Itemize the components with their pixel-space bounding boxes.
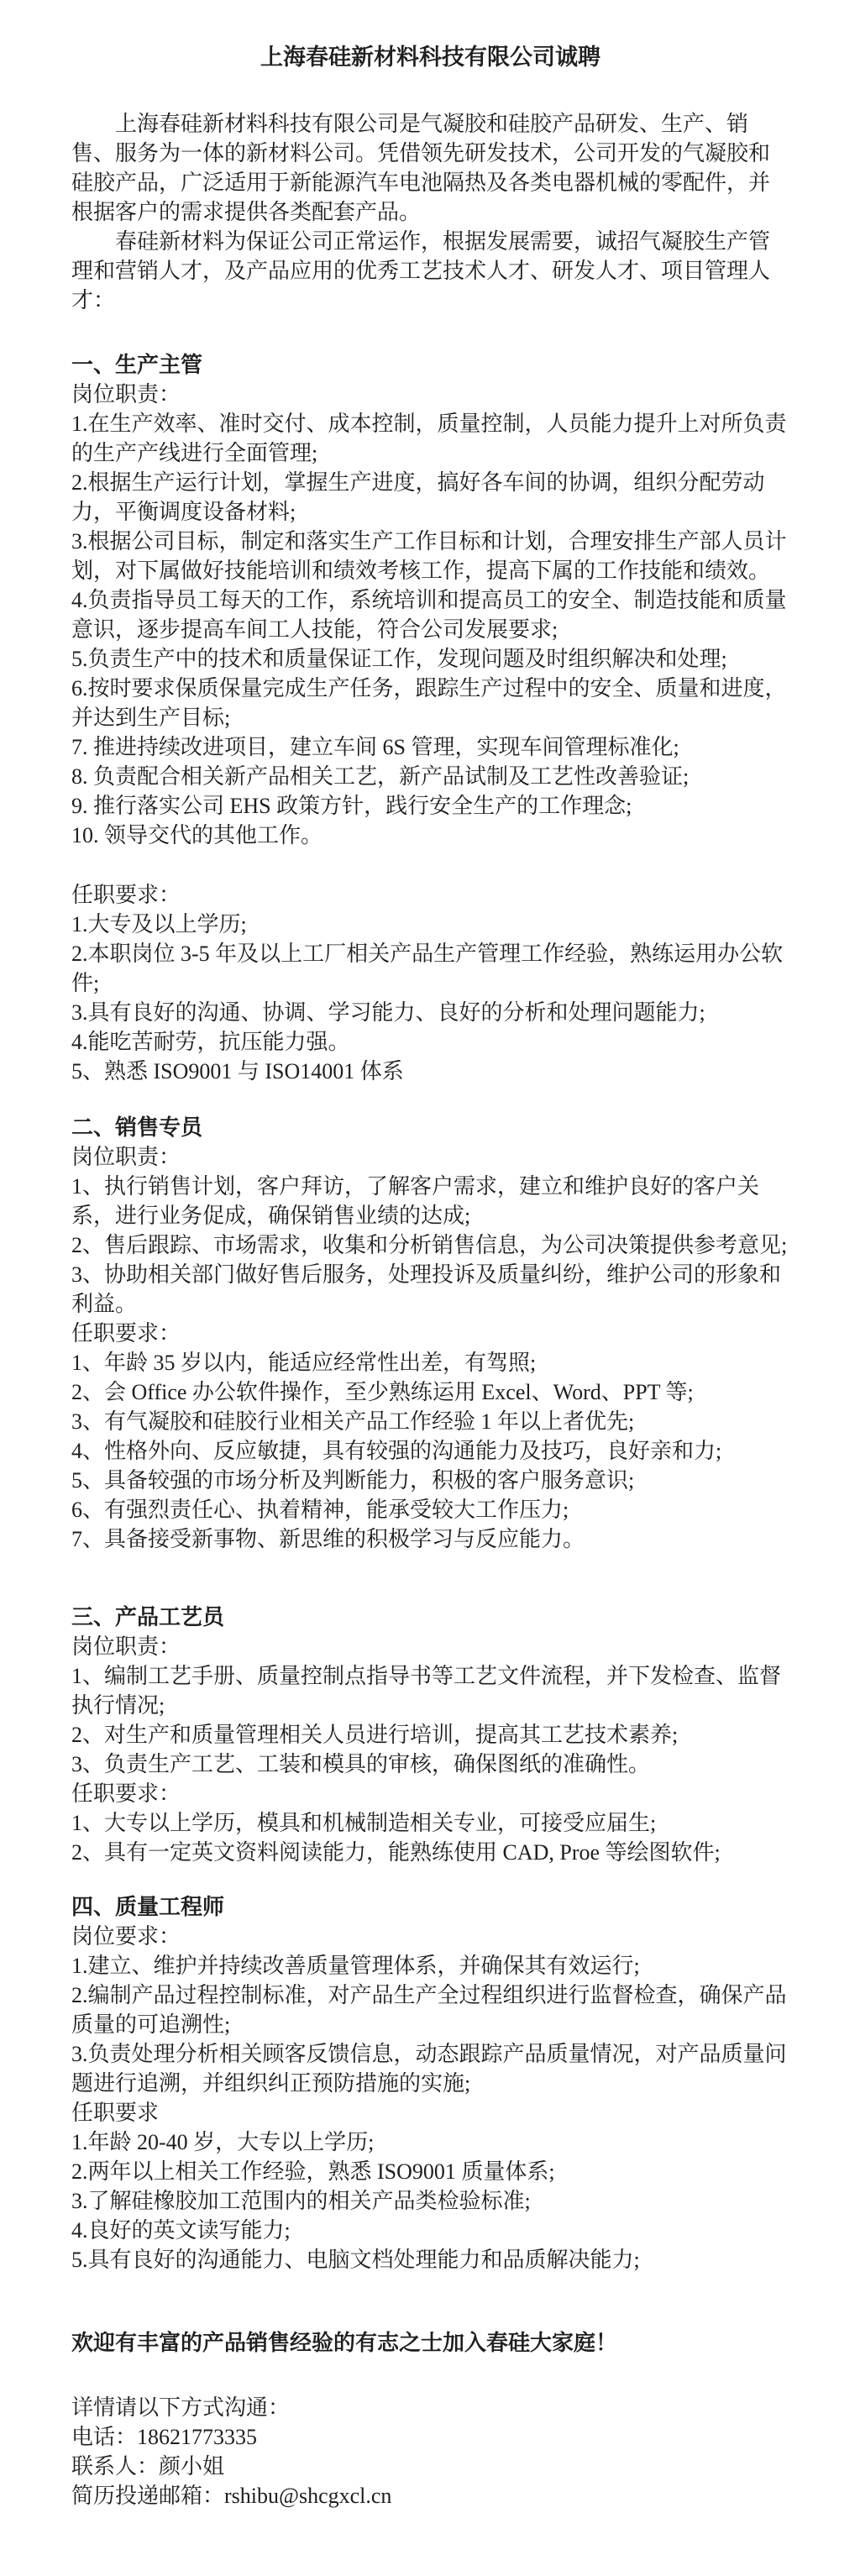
duty-item: 2.编制产品过程控制标准，对产品生产全过程组织进行监督检查，确保产品质量的可追溯性; [71, 1983, 787, 2037]
duty-label: 岗位职责： [71, 382, 181, 407]
person-name: 颜小姐 [159, 2454, 225, 2479]
contact-intro: 详情请以下方式沟通： [71, 2395, 291, 2420]
intro-paragraph-1: 上海春硅新材料科技有限公司是气凝胶和硅胶产品研发、生产、销售、服务为一体的新材料公司。凭借领先研发技术，公司开发的气凝胶和硅胶产品，广泛适用于新能源汽车电池隔热及各类电器机械的零配件，并根据客户的需求提供各类配套产品。 [71, 112, 771, 224]
phone-label: 电话： [71, 2425, 138, 2449]
requirement-item: 5、具备较强的市场分析及判断能力，积极的客户服务意识; [71, 1468, 635, 1493]
duty-item: 3、协助相关部门做好售后服务，处理投诉及质量纠纷，维护公司的形象和利益。 [71, 1262, 782, 1316]
requirement-item: 5、熟悉 ISO9001 与 ISO14001 体系 [71, 1059, 404, 1083]
duty-item: 3.负责处理分析相关顾客反馈信息，动态跟踪产品质量情况，对产品质量问题进行追溯，并组织纠正预防措施的实施; [71, 2042, 787, 2096]
duty-item: 2、售后跟踪、市场需求，收集和分析销售信息，为公司决策提供参考意见; [71, 1233, 788, 1257]
duty-label: 岗位职责： [71, 1634, 181, 1659]
duty-item: 2.根据生产运行计划，掌握生产进度，搞好各车间的协调，组织分配劳动力，平衡调度设备材料; [71, 470, 765, 524]
requirement-item: 4.良好的英文读写能力; [71, 2218, 291, 2243]
section-process-technician [71, 1603, 789, 1867]
requirement-item: 3.了解硅橡胶加工范围内的相关产品类检验标准; [71, 2189, 531, 2213]
section-heading: 四、质量工程师 [71, 1895, 225, 1919]
duty-item: 7. 推进持续改进项目，建立车间 6S 管理，实现车间管理标准化; [71, 735, 679, 759]
requirement-label: 任职要求： [71, 1321, 181, 1346]
duty-item: 8. 负责配合相关新产品相关工艺，新产品试制及工艺性改善验证; [71, 764, 690, 789]
section-heading: 三、产品工艺员 [71, 1605, 225, 1629]
duty-item: 9. 推行落实公司 EHS 政策方针，践行安全生产的工作理念; [71, 794, 632, 818]
duty-item: 1、编制工艺手册、质量控制点指导书等工艺文件流程，并下发检查、监督执行情况; [71, 1664, 782, 1718]
requirement-label: 任职要求 [71, 2101, 160, 2125]
requirement-item: 1.年龄 20-40 岁，大专以上学历; [71, 2130, 375, 2154]
requirement-item: 3.具有良好的沟通、协调、学习能力、良好的分析和处理问题能力; [71, 1000, 705, 1025]
section-quality-engineer [71, 1892, 789, 2274]
duty-item: 3、负责生产工艺、工装和模具的审核，确保图纸的准确性。 [71, 1752, 651, 1776]
intro-paragraph-2: 春硅新材料为保证公司正常运作，根据发展需要，诚招气凝胶生产管理和营销人才，及产品应用的优秀工艺技术人才、研发人才、项目管理人才： [71, 229, 771, 312]
section-heading: 二、销售专员 [71, 1115, 203, 1140]
closing-statement: 欢迎有丰富的产品销售经验的有志之士加入春硅大家庭！ [71, 2331, 618, 2355]
person-label: 联系人： [71, 2454, 160, 2479]
phone-number: 18621773335 [137, 2425, 258, 2449]
requirement-label: 任职要求： [71, 883, 181, 907]
section-heading: 一、生产主管 [71, 353, 203, 377]
requirement-item: 2、具有一定英文资料阅读能力，能熟练使用 CAD, Proe 等绘图软件; [71, 1840, 721, 1865]
requirement-item: 4.能吃苦耐劳，抗压能力强。 [71, 1030, 350, 1054]
duty-item: 6.按时要求保质保量完成生产任务，跟踪生产过程中的安全、质量和进度，并达到生产目标; [71, 676, 787, 730]
duty-item: 1.在生产效率、准时交付、成本控制，质量控制，人员能力提升上对所负责的生产产线进行全面管理; [71, 412, 787, 465]
contact-person-line [71, 2452, 789, 2481]
requirement-item: 1.大专及以上学历; [71, 912, 247, 936]
duty-item: 10. 领导交代的其他工作。 [71, 823, 323, 847]
email-label: 简历投递邮箱： [71, 2484, 225, 2508]
requirement-item: 3、有气凝胶和硅胶行业相关产品工作经验 1 年以上者优先; [71, 1409, 635, 1434]
requirement-item: 2、会 Office 办公软件操作，至少熟练运用 Excel、Word、PPT 等; [71, 1380, 694, 1404]
duty-item: 2、对生产和质量管理相关人员进行培训，提高其工艺技术素养; [71, 1723, 679, 1747]
requirement-item: 2.本职岗位 3-5 年及以上工厂相关产品生产管理工作经验，熟练运用办公软件; [71, 942, 784, 995]
duty-item: 5.负责生产中的技术和质量保证工作，发现问题及时组织解决和处理; [71, 647, 727, 671]
contact-phone-line [71, 2422, 789, 2452]
requirement-item: 6、有强烈责任心、执着精神，能承受较大工作压力; [71, 1498, 569, 1522]
requirement-item: 1、年龄 35 岁以内，能适应经常性出差，有驾照; [71, 1351, 537, 1375]
section-sales-specialist [71, 1113, 789, 1554]
duty-label: 岗位要求： [71, 1924, 181, 1949]
requirement-label: 任职要求： [71, 1781, 181, 1806]
requirement-item: 1、大专以上学历，模具和机械制造相关专业，可接受应届生; [71, 1811, 657, 1835]
duty-item: 1.建立、维护并持续改善质量管理体系，并确保其有效运行; [71, 1954, 640, 1978]
requirement-item: 2.两年以上相关工作经验，熟悉 ISO9001 质量体系; [71, 2159, 555, 2184]
duty-label: 岗位职责： [71, 1145, 181, 1169]
duty-item: 3.根据公司目标，制定和落实生产工作目标和计划，合理安排生产部人员计划，对下属做好技能培训和绩效考核工作，提高下属的工作技能和绩效。 [71, 529, 787, 583]
duty-item: 4.负责指导员工每天的工作，系统培训和提高员工的安全、制造技能和质量意识，逐步提高车间工人技能，符合公司发展要求; [71, 588, 787, 642]
contact-block [71, 2393, 789, 2510]
requirement-item: 4、性格外向、反应敏捷，具有较强的沟通能力及技巧，良好亲和力; [71, 1439, 722, 1463]
page-title: 上海春硅新材料科技有限公司诚聘 [260, 45, 600, 70]
duty-item: 1、执行销售计划，客户拜访，了解客户需求，建立和维护良好的客户关系，进行业务促成，确保销售业绩的达成; [71, 1174, 760, 1228]
contact-email-line [71, 2481, 789, 2510]
section-production-supervisor [71, 350, 789, 1086]
requirement-item: 7、具备接受新事物、新思维的积极学习与反应能力。 [71, 1527, 585, 1551]
email-address: rshibu@shcgxcl.cn [224, 2484, 392, 2508]
requirement-item: 5.具有良好的沟通能力、电脑文档处理能力和品质解决能力; [71, 2248, 640, 2272]
